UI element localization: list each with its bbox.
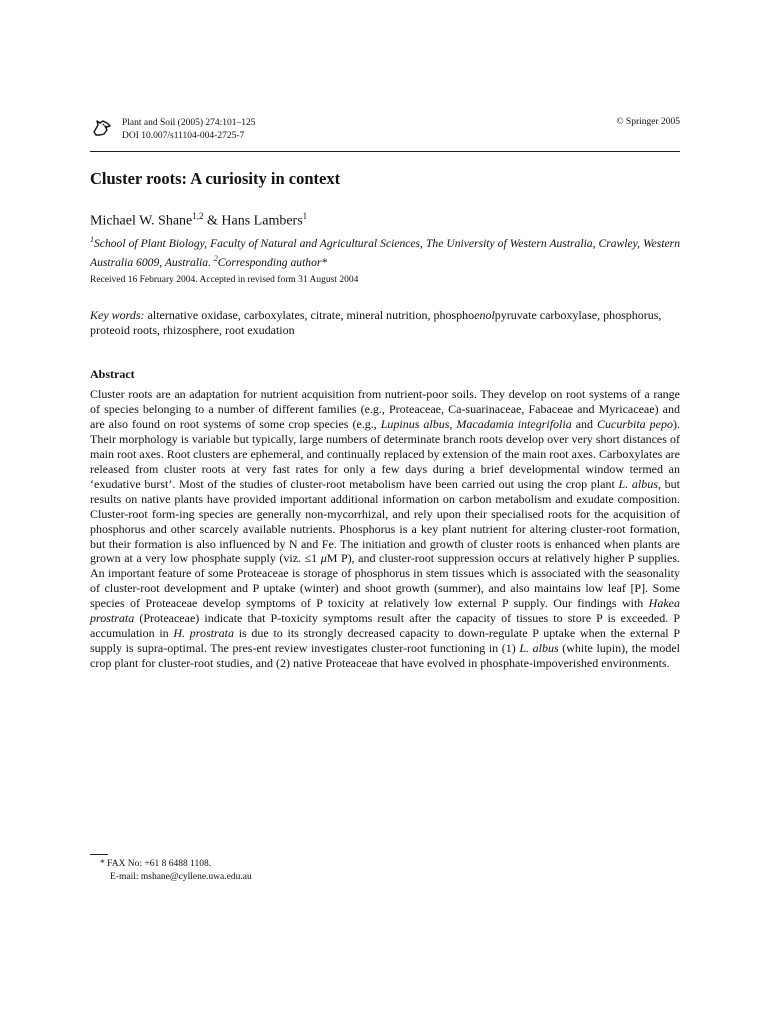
journal-citation bbox=[122, 117, 256, 143]
abstract-text: (Proteaceae) indicate that P-toxicity symptoms result after the capacity of tissues to store P is exceeded. P accumulation in bbox=[90, 611, 680, 641]
affiliation-marker: 2 bbox=[213, 253, 218, 263]
species-name: Macadamia integrifolia bbox=[456, 416, 572, 431]
abstract-text: Cluster roots are an adaptation for nutrient acquisition from nutrient-poor soils. They develop on root systems of a range of species belonging to a number of different families (e.g., Proteaceae, Ca-suarinaceae, Fabaceae and Myricaceae) and are also found on root systems of some crop species (e.g., bbox=[90, 387, 680, 431]
species-name: H. prostrata bbox=[173, 626, 234, 641]
keywords-text: alternative oxidase, carboxylates, citrate, mineral nutrition, phospho bbox=[144, 308, 475, 322]
doi: DOI 10.007/s11104-004-2725-7 bbox=[122, 131, 245, 141]
keywords-italic: enol bbox=[474, 308, 495, 322]
article-title: Cluster roots: A curiosity in context bbox=[90, 169, 341, 188]
abstract-heading: Abstract bbox=[90, 367, 135, 381]
abstract-text: (white lupin), the model crop plant for cluster-root studies, and (2) native Proteaceae that have evolved in phosphate-impoverished environments. bbox=[90, 641, 680, 671]
affiliation bbox=[90, 232, 680, 270]
journal-reference: Plant and Soil (2005) 274:101–125 bbox=[122, 118, 256, 128]
keywords-text: pyruvate carboxylase, phosphorus, proteoid roots, rhizosphere, root exudation bbox=[90, 308, 662, 337]
affiliation-text: School of Plant Biology, Faculty of Natural and Agricultural Sciences, The University of Western Australia, Crawley, Western Australia 6009, Australia. bbox=[90, 236, 680, 269]
keywords-label: Key words: bbox=[90, 308, 145, 322]
copyright: © Springer 2005 bbox=[616, 117, 680, 127]
footnote-fax: * FAX No: +61 8 6488 1108. bbox=[100, 859, 212, 869]
abstract-text: ). Their morphology is variable but typically, large numbers of determinate branch roots develop over very short distances of main root axes. Root clusters are ephemeral, and continually replaced by extension of the main root axes. Carboxylates are released from cluster roots at very fast rates for only a few days during a brief developmental window termed an ‘exudative burst’. Most of the studies of cluster-root metabolism have been carried out using the crop plant bbox=[90, 416, 680, 491]
author-list bbox=[90, 211, 307, 230]
abstract-text: M P), and cluster-root suppression occurs at relatively higher P supplies. An important feature of some Proteaceae is storage of phosphorus in stem tissues which is associated with the seasonality of cluster-root development and P uptake (winter) and shoot growth (summer), and also maintains low leaf [P]. Some species of Proteaceae develop symptoms of P toxicity at relatively low external P supply. Our findings with bbox=[90, 551, 681, 611]
keywords bbox=[90, 308, 680, 338]
species-name: Cucurbita pepo bbox=[597, 416, 673, 431]
author-name: Michael W. Shane bbox=[90, 213, 193, 229]
unit-symbol: μ bbox=[320, 551, 327, 566]
species-name: Hakea prostrata bbox=[90, 596, 680, 626]
author-affiliation-marker: 1,2 bbox=[192, 211, 204, 221]
received-dates: Received 16 February 2004. Accepted in revised form 31 August 2004 bbox=[90, 275, 359, 285]
abstract-text: , but results on native plants have provided important additional information on carbon metabolism and exudate composition. Cluster-root form-ing species are generally non-mycorrhizal, and rely upon their specialised roots for the acquisition of phosphorus and other scarcely available nutrients. Phosphorus is a key plant nutrient for altering cluster-root formation, but their formation is also influenced by N and Fe. The initiation and growth of cluster roots is enhanced when plants are grown at a very low phosphate supply (viz. ≤1 bbox=[90, 476, 680, 566]
abstract-body bbox=[90, 387, 680, 671]
footnote-divider bbox=[90, 854, 108, 855]
affiliation-marker: 1 bbox=[90, 235, 94, 244]
species-name: L. albus bbox=[618, 476, 658, 491]
corresponding-author-note: Corresponding author* bbox=[217, 255, 328, 269]
header-divider bbox=[90, 151, 680, 152]
author-separator: & bbox=[203, 213, 222, 229]
author-affiliation-marker: 1 bbox=[302, 211, 308, 221]
abstract-text: is due to its strongly decreased capacity to down-regulate P uptake when the external P supply is supra-optimal. The pres-ent review investigates cluster-root functioning in (1) bbox=[90, 626, 680, 656]
abstract-text: and bbox=[571, 416, 598, 431]
springer-horse-logo-icon bbox=[90, 116, 114, 140]
abstract-text: , bbox=[449, 416, 457, 431]
footnote bbox=[100, 858, 252, 883]
page-header bbox=[90, 116, 680, 156]
footnote-email: E-mail: mshane@cyllene.uwa.edu.au bbox=[110, 871, 252, 882]
species-name: Lupinus albus bbox=[380, 416, 450, 431]
author-name: Hans Lambers bbox=[221, 213, 303, 229]
species-name: L. albus bbox=[519, 641, 559, 656]
